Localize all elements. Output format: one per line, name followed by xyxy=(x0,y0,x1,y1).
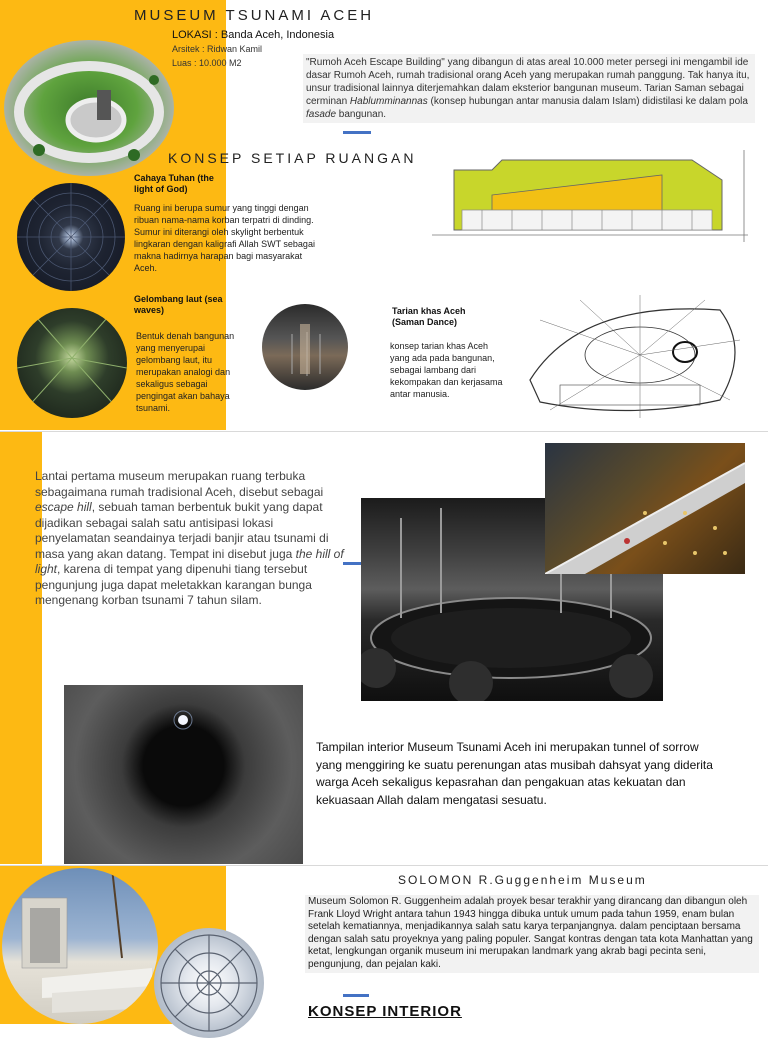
sea-waves-text: Bentuk denah bangunan yang menyerupai gelombang laut, itu merupakan analogi dan sekaligus sebagai pengingat akan bahaya tsunami. xyxy=(136,331,235,413)
saman-dance-text: konsep tarian khas Aceh yang ada pada bangunan, sebagai lambang dari kekompakan dan kerjasama antar manusia. xyxy=(390,341,503,399)
description-part-1: "Rumoh Aceh Escape Building" yang dibangun di atas areal 10.000 meter persegi ini mengambil ide dasar Rumoh Aceh, rumah tradisional orang Aceh yang merupakan rumah panggung. Tak hanya itu, unsur tradisional lainnya diterjemahkan dalam eksterior bangunan museum. Tarian Saman sebagai cerminan xyxy=(306,57,750,107)
konsep-title: KONSEP SETIAP RUANGAN xyxy=(168,150,417,166)
first-floor-italic-2: the hill of light xyxy=(35,546,344,576)
section-drawing xyxy=(432,150,748,242)
description-part-2: (konsep hubungan antar manusia dalam Islam) didistilasi ke dalam pola xyxy=(427,96,748,107)
tunnel-description: Tampilan interior Museum Tsunami Aceh ini merupakan tunnel of sorrow yang menggiring ke suatu perenungan atas musibah dahsyat yang diderita warga Aceh sekaligus kepasrahan dan pengakuan atas kekuatan dan kekuasaan Allah dalam mengatasi sesuatu. xyxy=(316,740,713,807)
first-floor-part-3: , karena di tempat yang dipenuhi tiang tersebut pengunjung juga dapat meletakkan karangan bunga mengenang korban tsunami 7 tahun silam. xyxy=(35,562,312,607)
location-label: LOKASI : Banda Aceh, Indonesia xyxy=(172,29,335,41)
guggenheim-dome-photo xyxy=(154,928,264,1038)
first-floor-part-2: , sebuah taman berbentuk bukit yang dapat dijadikan sebagai salah satu antisipasi lokasi penyelamatan seandainya terjadi banjir atau tsunami di masa yang akan datang. Tempat ini disebut juga xyxy=(35,500,329,561)
area-label: Luas : 10.000 M2 xyxy=(172,58,242,68)
light-of-god-title: Cahaya Tuhan (the light of God) xyxy=(134,173,214,194)
blue-tick-2 xyxy=(343,562,361,565)
first-floor-part-1: Lantai pertama museum merupakan ruang terbuka sebagaimana rumah tradisional Aceh, disebut sebagai xyxy=(35,469,324,499)
floor-plan-drawing xyxy=(520,290,748,424)
sea-waves-photo xyxy=(17,308,127,418)
first-floor-italic-1: escape hill xyxy=(35,500,92,514)
guggenheim-description: Museum Solomon R. Guggenheim adalah proyek besar terakhir yang dirancang dan dibangun oleh Frank Lloyd Wright antara tahun 1943 hingga dibuka untuk umum pada tahun 1959, enam bulan setelah kematiannya, menjadikannya salah satu karya terpanjangnya. dalam penciptaan bersama dengan salah satu proyeknya yang paling populer. Sangat kontras dengan tata kota Manhattan yang ketat, lengkungan organik museum ini merupakan landmark yang akrab bagi pecinta seni, pengunjung, dan pejalan kaki. xyxy=(305,895,759,973)
light-of-god-photo xyxy=(17,183,125,291)
first-floor-description xyxy=(35,469,345,609)
divider-1 xyxy=(0,431,768,432)
light-of-god-text: Ruang ini berupa sumur yang tinggi dengan ribuan nama-nama korban terpatri di dinding. Sumur ini diterangi oleh skylight berbentuk lingkaran dengan kaligrafi Allah SWT sebagai makna hadirnya harapan bagi masyarakat Aceh. xyxy=(134,203,315,273)
divider-2 xyxy=(0,865,768,866)
description-italic-1: Hablumminannas xyxy=(349,96,428,107)
tunnel-well-photo xyxy=(64,685,303,864)
konsep-interior-title: KONSEP INTERIOR xyxy=(308,1003,462,1020)
museum-description xyxy=(303,54,755,123)
description-part-3: bangunan. xyxy=(336,109,387,120)
description-italic-2: fasade xyxy=(306,109,337,120)
saman-dance-title: Tarian khas Aceh (Saman Dance) xyxy=(392,306,466,327)
museum-aerial-photo xyxy=(4,40,174,176)
guggenheim-exterior-photo xyxy=(2,868,158,1024)
blue-tick-1 xyxy=(343,131,371,134)
bridge-photo xyxy=(545,443,745,574)
architect-label: Arsitek : Ridwan Kamil xyxy=(172,44,263,54)
blue-tick-3 xyxy=(343,994,369,997)
guggenheim-title: SOLOMON R.Guggenheim Museum xyxy=(398,873,647,887)
page-title: MUSEUM TSUNAMI ACEH xyxy=(134,7,375,24)
hall-photo xyxy=(262,304,348,390)
sea-waves-title: Gelombang laut (sea waves) xyxy=(134,294,223,315)
